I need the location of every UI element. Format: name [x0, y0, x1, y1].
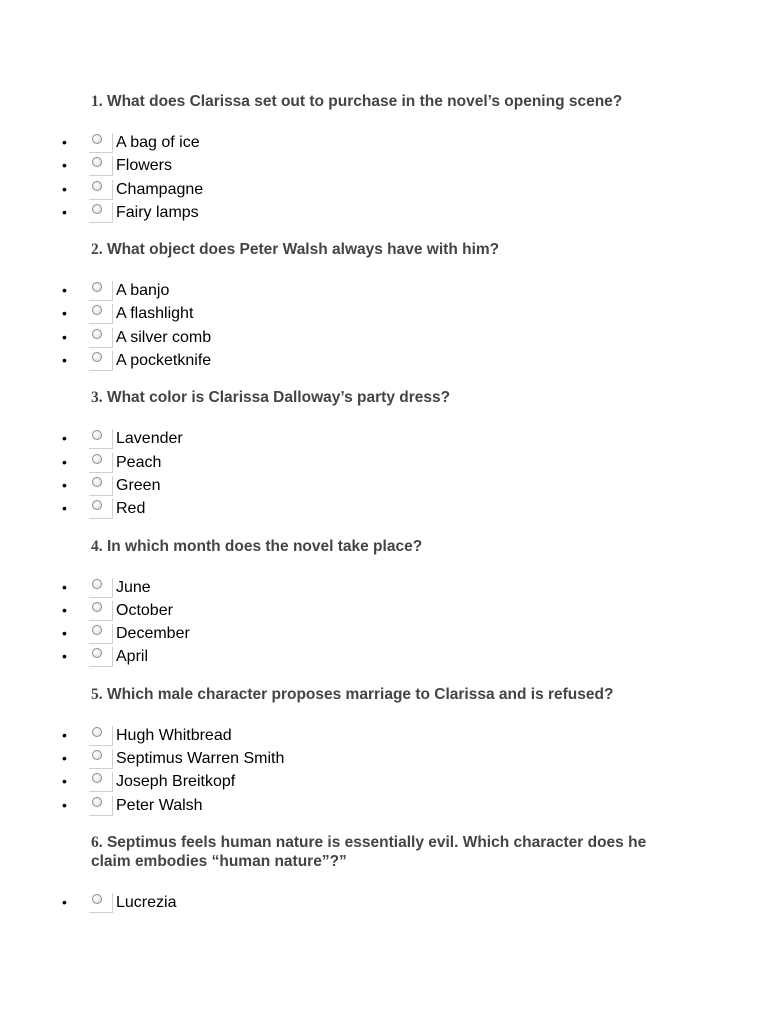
option-list — [0, 427, 768, 520]
question-text: Which male character proposes marriage to Clarissa and is refused? — [106, 685, 614, 703]
question-1 — [0, 90, 768, 224]
list-item — [0, 474, 768, 497]
radio-button[interactable] — [89, 749, 113, 769]
radio-button[interactable] — [89, 476, 113, 496]
bullet: • — [62, 625, 67, 642]
radio-circle-icon[interactable] — [92, 282, 102, 292]
radio-button[interactable] — [89, 156, 113, 176]
bullet: • — [62, 203, 67, 220]
option-label: June — [116, 578, 151, 596]
quiz — [0, 90, 768, 914]
radio-circle-icon[interactable] — [92, 797, 102, 807]
bullet: • — [62, 328, 67, 345]
option-list — [0, 131, 768, 224]
option-list — [0, 576, 768, 669]
list-item — [0, 747, 768, 770]
list-item — [0, 891, 768, 914]
list-item — [0, 279, 768, 302]
option-label: Peter Walsh — [116, 796, 203, 814]
bullet: • — [62, 282, 67, 299]
bullet: • — [62, 796, 67, 813]
bullet: • — [62, 453, 67, 470]
bullet: • — [62, 305, 67, 322]
bullet: • — [62, 726, 67, 743]
radio-button[interactable] — [89, 453, 113, 473]
bullet: • — [62, 500, 67, 517]
option-label: Flowers — [116, 157, 173, 175]
radio-button[interactable] — [89, 772, 113, 792]
option-label: Red — [116, 500, 146, 518]
option-label: A banjo — [116, 282, 170, 300]
radio-circle-icon[interactable] — [92, 157, 102, 167]
bullet: • — [62, 352, 67, 369]
radio-circle-icon[interactable] — [92, 204, 102, 214]
option-label: A bag of ice — [116, 134, 200, 151]
radio-circle-icon[interactable] — [92, 894, 102, 904]
question-number: 1. — [91, 93, 103, 110]
radio-circle-icon[interactable] — [92, 477, 102, 487]
question-text: What does Clarissa set out to purchase in the novel’s opening scene? — [106, 93, 623, 110]
radio-button[interactable] — [89, 281, 113, 301]
question-title — [91, 683, 671, 704]
option-label: October — [116, 601, 173, 619]
option-label: April — [116, 648, 149, 666]
bullet: • — [62, 578, 67, 595]
bullet: • — [62, 180, 67, 197]
list-item — [0, 154, 768, 177]
radio-circle-icon[interactable] — [92, 500, 102, 510]
radio-button[interactable] — [89, 578, 113, 598]
option-label: Lavender — [116, 430, 183, 448]
option-label: Hugh Whitbread — [116, 726, 232, 744]
question-3 — [0, 386, 768, 520]
radio-circle-icon[interactable] — [92, 134, 102, 144]
list-item — [0, 599, 768, 622]
question-text: What object does Peter Walsh always have with him? — [106, 241, 500, 259]
question-title — [91, 535, 671, 556]
radio-button[interactable] — [89, 328, 113, 348]
radio-circle-icon[interactable] — [92, 648, 102, 658]
radio-circle-icon[interactable] — [92, 625, 102, 635]
question-number: 6. — [91, 833, 103, 851]
question-6 — [0, 831, 768, 914]
radio-button[interactable] — [89, 203, 113, 223]
radio-button[interactable] — [89, 624, 113, 644]
bullet: • — [62, 750, 67, 767]
radio-circle-icon[interactable] — [92, 352, 102, 362]
list-item — [0, 576, 768, 599]
list-item — [0, 770, 768, 793]
list-item — [0, 302, 768, 325]
bullet: • — [62, 601, 67, 618]
radio-button[interactable] — [89, 180, 113, 200]
radio-button[interactable] — [89, 304, 113, 324]
list-item — [0, 645, 768, 668]
radio-circle-icon[interactable] — [92, 181, 102, 191]
question-title — [91, 238, 671, 259]
radio-button[interactable] — [89, 429, 113, 449]
question-2 — [0, 238, 768, 372]
radio-circle-icon[interactable] — [92, 454, 102, 464]
option-label: Septimus Warren Smith — [116, 750, 285, 768]
option-label: Lucrezia — [116, 893, 177, 911]
list-item — [0, 349, 768, 372]
option-list — [0, 891, 768, 914]
question-number: 2. — [91, 241, 103, 259]
question-title — [91, 831, 671, 871]
question-number: 5. — [91, 685, 103, 703]
option-label: A flashlight — [116, 305, 194, 323]
radio-button[interactable] — [89, 893, 113, 913]
question-5 — [0, 683, 768, 817]
question-4 — [0, 535, 768, 669]
bullet: • — [62, 476, 67, 493]
list-item — [0, 622, 768, 645]
question-number: 3. — [91, 389, 103, 407]
list-item — [0, 201, 768, 224]
radio-button[interactable] — [89, 351, 113, 371]
list-item — [0, 451, 768, 474]
bullet: • — [62, 157, 67, 174]
list-item — [0, 794, 768, 817]
question-text: Septimus feels human nature is essentially evil. Which character does he claim embodies “human nature”?” — [91, 833, 647, 870]
option-label: Green — [116, 476, 161, 494]
option-label: Peach — [116, 453, 162, 471]
radio-circle-icon[interactable] — [92, 305, 102, 315]
radio-circle-icon[interactable] — [92, 773, 102, 783]
bullet: • — [62, 893, 67, 910]
radio-button[interactable] — [89, 601, 113, 621]
question-text: In which month does the novel take place? — [106, 537, 423, 555]
radio-button[interactable] — [89, 796, 113, 816]
radio-circle-icon[interactable] — [92, 579, 102, 589]
question-number: 4. — [91, 537, 103, 555]
option-label: A pocketknife — [116, 352, 212, 370]
question-title — [91, 90, 671, 111]
option-label: December — [116, 625, 190, 643]
radio-button[interactable] — [89, 133, 113, 153]
list-item — [0, 131, 768, 154]
question-title — [91, 386, 671, 407]
radio-circle-icon[interactable] — [92, 750, 102, 760]
radio-button[interactable] — [89, 647, 113, 667]
radio-button[interactable] — [89, 499, 113, 519]
list-item — [0, 497, 768, 520]
option-list — [0, 279, 768, 372]
radio-button[interactable] — [89, 726, 113, 746]
option-label: Joseph Breitkopf — [116, 773, 236, 791]
question-text: What color is Clarissa Dalloway’s party dress? — [106, 389, 451, 407]
bullet: • — [62, 430, 67, 447]
radio-circle-icon[interactable] — [92, 430, 102, 440]
bullet: • — [62, 773, 67, 790]
option-label: Champagne — [116, 180, 204, 198]
option-label: A silver comb — [116, 328, 212, 346]
option-label: Fairy lamps — [116, 203, 199, 221]
bullet: • — [62, 648, 67, 665]
radio-circle-icon[interactable] — [92, 602, 102, 612]
bullet: • — [62, 134, 67, 150]
option-list — [0, 724, 768, 817]
radio-circle-icon[interactable] — [92, 329, 102, 339]
list-item — [0, 724, 768, 747]
list-item — [0, 427, 768, 450]
list-item — [0, 178, 768, 201]
list-item — [0, 326, 768, 349]
radio-circle-icon[interactable] — [92, 727, 102, 737]
